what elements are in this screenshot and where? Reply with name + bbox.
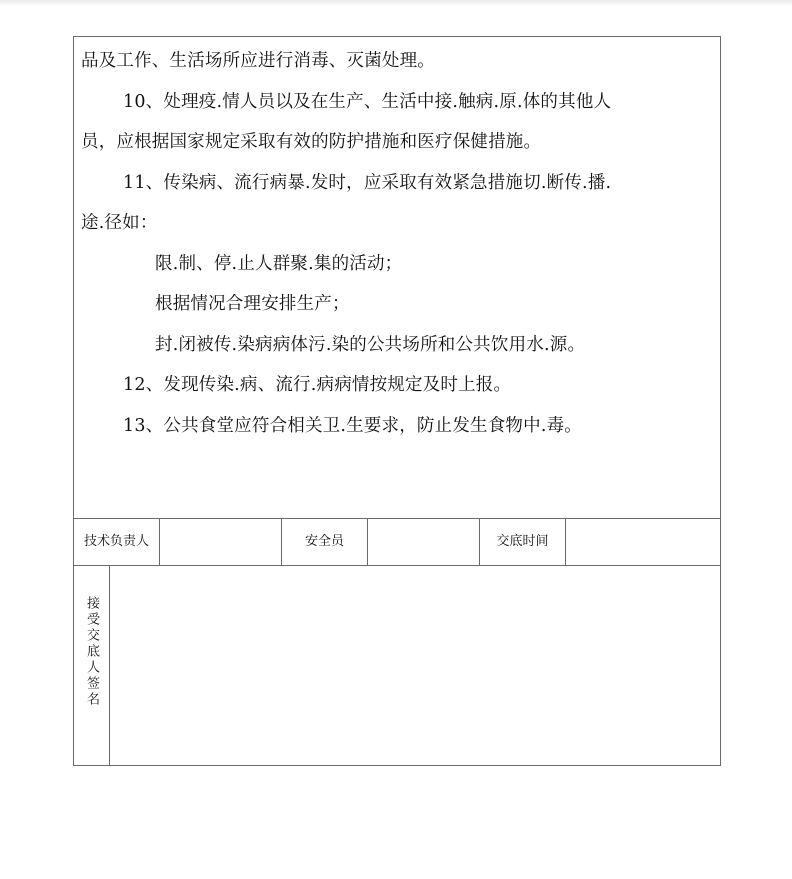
measure-item: 封.闭被传.染病病体污.染的公共场所和公共饮用水.源。 — [155, 334, 586, 355]
handover-time-label: 交底时间 — [480, 519, 566, 565]
receiver-signature-label: 接受交底人签名 — [84, 596, 99, 708]
handover-time-field[interactable] — [566, 519, 720, 565]
item-11-line-1: 11、传染病、流行病暴.发时，应采取有效紧急措施切.断传.播. — [123, 172, 612, 193]
tech-lead-field[interactable] — [160, 519, 282, 565]
receiver-row — [74, 566, 720, 765]
receiver-signature-field[interactable] — [110, 566, 720, 765]
measure-item: 根据情况合理安排生产； — [155, 294, 350, 314]
item-10-line-2: 员，应根据国家规定采取有效的防护措施和医疗保健措施。 — [81, 132, 542, 152]
handover-form — [73, 36, 721, 766]
page-top-shadow — [0, 0, 792, 6]
safety-officer-field[interactable] — [368, 519, 480, 565]
measure-item: 限.制、停.止人群聚.集的活动； — [155, 253, 403, 274]
item-12: 12、发现传染.病、流行.病病情按规定及时上报。 — [123, 375, 512, 395]
item-11-line-2: 途.径如： — [81, 213, 158, 233]
receiver-label-cell — [74, 566, 110, 765]
tech-lead-label: 技术负责人 — [74, 519, 160, 565]
paragraph-line: 品及工作、生活场所应进行消毒、灭菌处理。 — [81, 51, 435, 71]
item-13: 13、公共食堂应符合相关卫.生要求，防止发生食物中.毒。 — [123, 415, 582, 436]
safety-officer-label: 安全员 — [282, 519, 368, 565]
handover-content — [74, 37, 720, 518]
item-10-line-1: 10、处理疫.情人员以及在生产、生活中接.触病.原.体的其他人 — [123, 91, 612, 112]
signature-row — [74, 518, 720, 566]
